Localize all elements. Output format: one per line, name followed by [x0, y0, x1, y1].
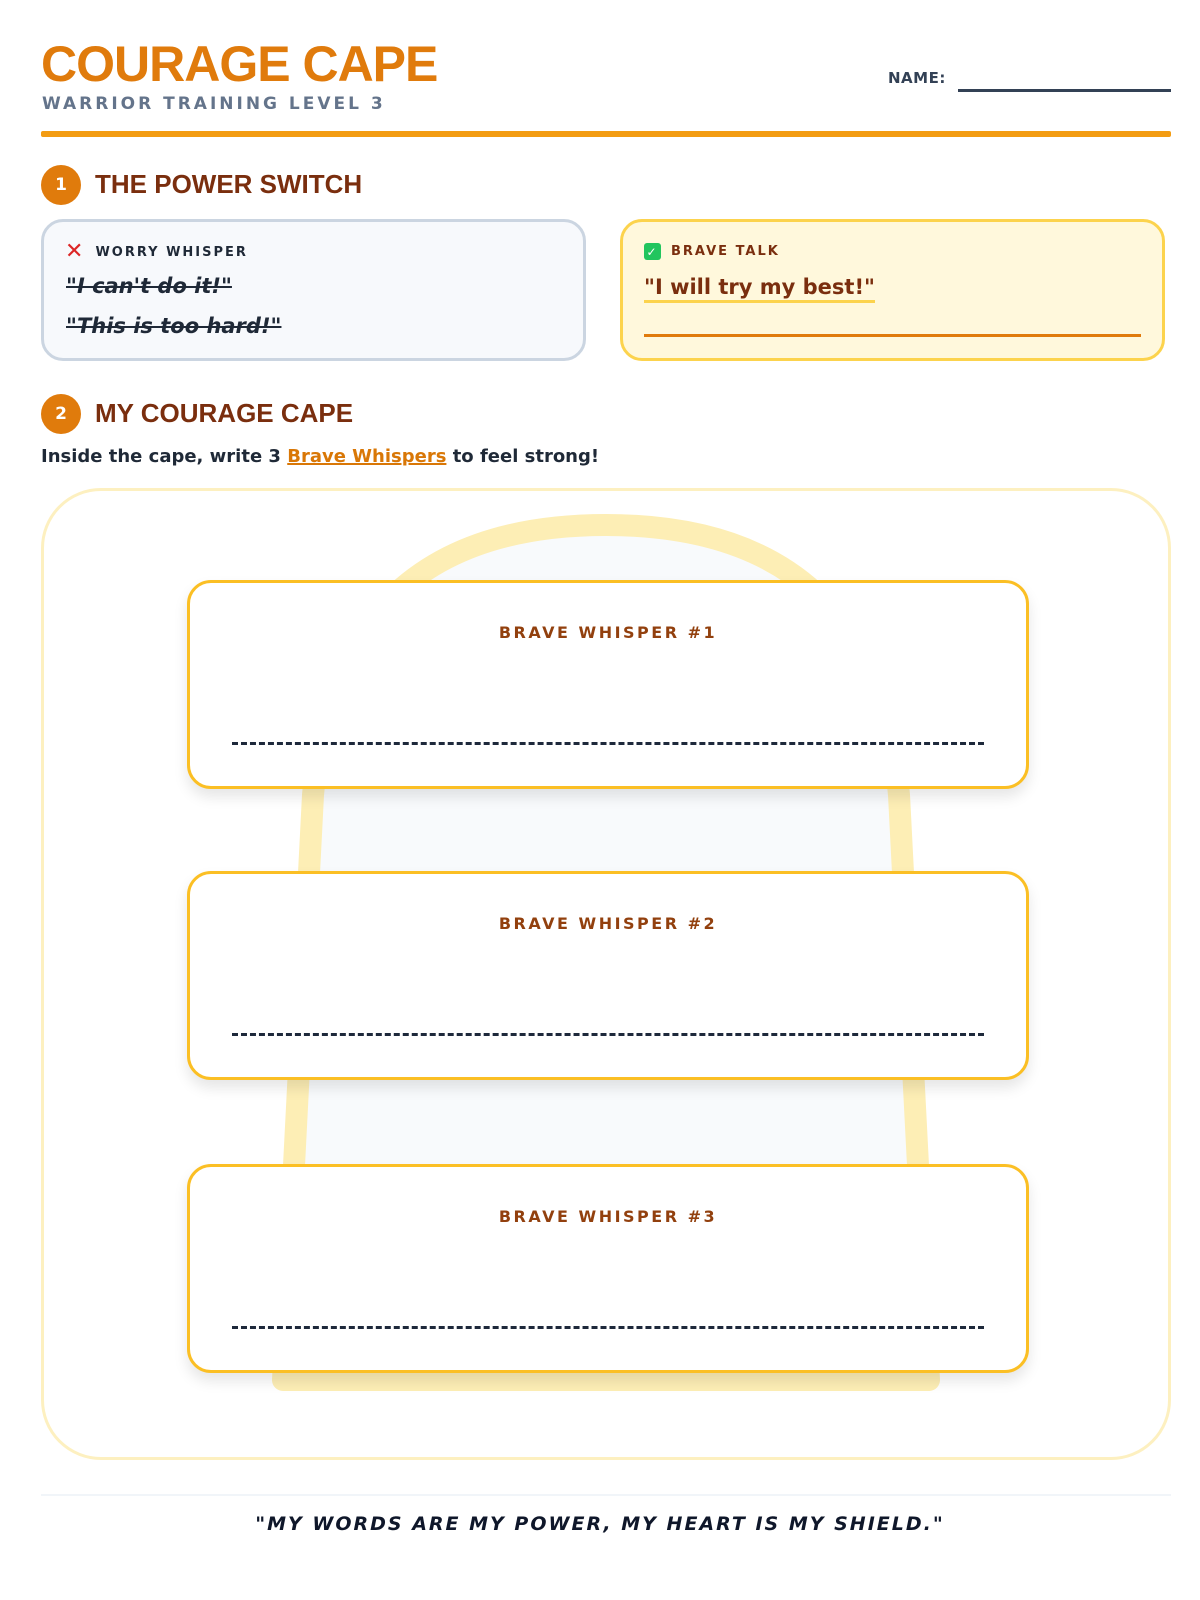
instruction-before: Inside the cape, write 3 [41, 446, 281, 467]
brave-whisper-write-line[interactable] [232, 1326, 984, 1329]
instruction-highlight: Brave Whispers [287, 446, 447, 467]
check-mark-icon: ✓ [644, 243, 661, 260]
footer-divider [41, 1494, 1171, 1496]
section-title-power-switch: THE POWER SWITCH [95, 169, 363, 199]
brave-whisper-card [187, 871, 1029, 1080]
brave-talk-label: BRAVE TALK [671, 244, 780, 259]
section-number-badge: 2 [41, 394, 81, 434]
section-title-courage-cape: MY COURAGE CAPE [95, 398, 354, 428]
worry-whisper-label: WORRY WHISPER [95, 244, 248, 260]
cross-mark-icon: ✕ [65, 239, 86, 264]
brave-whisper-card [187, 580, 1029, 789]
brave-whisper-label: BRAVE WHISPER #3 [498, 1207, 718, 1226]
brave-phrase: "I will try my best!" [644, 275, 875, 303]
footer-quote: "MY WORDS ARE MY POWER, MY HEART IS MY SHIELD." [255, 1513, 945, 1535]
brave-whisper-label: BRAVE WHISPER #2 [498, 914, 718, 933]
brave-whisper-write-line[interactable] [232, 1033, 984, 1036]
page-subtitle: WARRIOR TRAINING LEVEL 3 [42, 94, 386, 114]
instruction-after: to feel strong! [452, 446, 600, 467]
brave-whisper-label: BRAVE WHISPER #1 [498, 623, 718, 642]
worry-phrase: "I can't do it!" [66, 274, 232, 298]
brave-whisper-card [187, 1164, 1029, 1373]
brave-whisper-write-line[interactable] [232, 742, 984, 745]
name-label: NAME: [888, 69, 946, 87]
section-number-badge: 1 [41, 165, 81, 205]
worry-phrase: "This is too hard!" [66, 314, 282, 338]
page-title: COURAGE CAPE [41, 36, 438, 92]
